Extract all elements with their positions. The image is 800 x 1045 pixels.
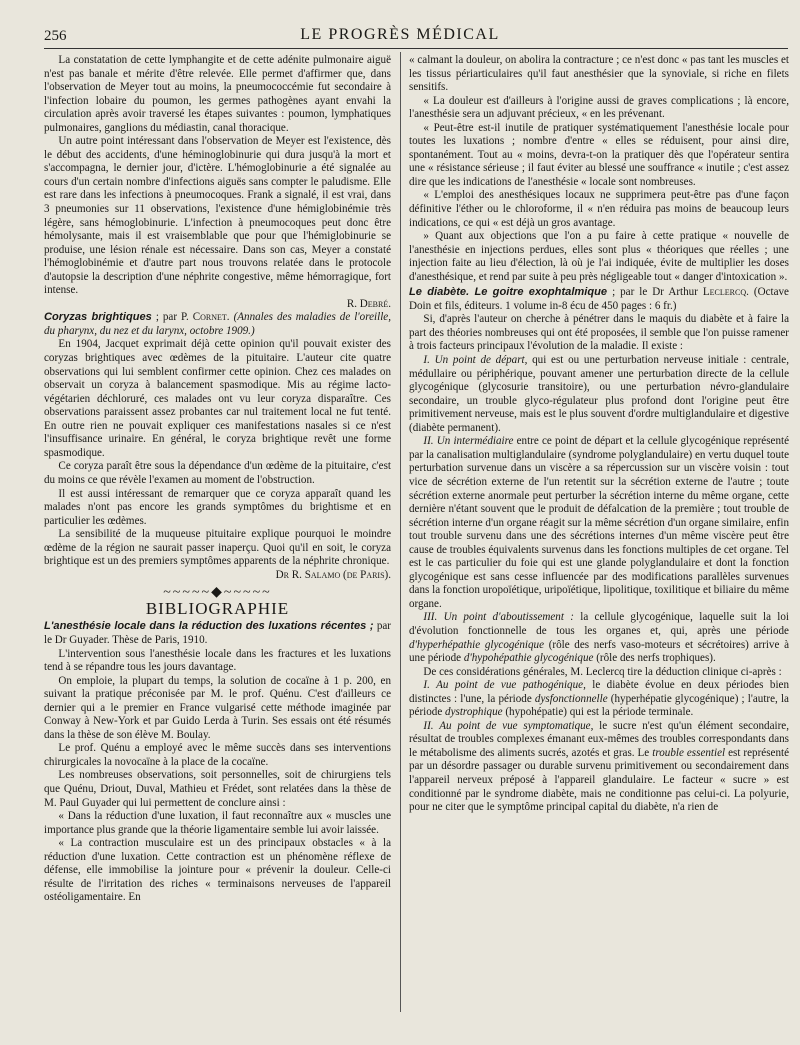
header-rule <box>44 48 788 49</box>
paragraph: On emploie, la plupart du temps, la solution de cocaïne à 1 p. 200, en suivant la pratique préconisée par M. le prof. Quénu. C'est d'ailleurs ce dernier qui a le premier en France vulgarisé cette méthode imaginée par Conway à New-York et par Guido Lerda à Turin. Ses essais ont été résumés dans la thèse de son élève M. Boulay. <box>44 674 391 741</box>
paragraph: Ce coryza paraît être sous la dépendance d'un œdème de la pituitaire, c'est du moins ce que révèle l'examen au moment de l'obstruction. <box>44 460 391 486</box>
paragraph: L'intervention sous l'anesthésie locale dans les fractures et les luxations tend à se répandre tous les jours davantage. <box>44 647 391 674</box>
paragraph: III. Un point d'aboutissement : la cellule glycogénique, laquelle suit la loi d'évolution fonctionnelle de tous les organes et, qui, après une période d'hyperhépathie glycogénique (rôle des nerfs vaso-moteurs et sécrétoires) arrive à une période d'hypohépathie glycogénique (rôle des nerfs trophiques). <box>409 611 790 665</box>
right-column <box>409 54 789 815</box>
review-source: (Annales des maladies de l'oreille, du pharynx, du nez et du larynx, octobre 1909.) <box>44 311 391 337</box>
paragraph: Le prof. Quénu a employé avec le même succès dans ses interventions chirurgicales la novocaïne à la place de la cocaïne. <box>44 742 391 768</box>
paragraph: I. Un point de départ, qui est ou une perturbation nerveuse initiale : centrale, médullaire ou périphérique, pouvant amener une perturbation directe de la cellule glycogénique (glycosurie transitoire), ou une perturbation névro-glandulaire secondaire, un trouble glyco-régulateur plus profond dont l'origine peut être primitivement nerveuse, mais est le plus souvent d'ordre multiglandulaire et digestive (diabète permanent). <box>409 354 789 434</box>
review-title: Coryzas brightiques <box>44 311 152 324</box>
review-title: Le diabète. Le goitre exophtalmique <box>409 286 608 299</box>
review-anesthesie <box>44 620 391 647</box>
paragraph: La sensibilité de la muqueuse pituitaire explique pourquoi le moindre œdème de la région ne saurait passer inaperçu. Quoi qu'il en soit, le coryza brightique est un des premiers symptômes apparents de la néphrite chronique. <box>44 528 391 568</box>
review-author: Leclercq. <box>702 286 749 299</box>
signature-salamo: Dr R. Salamo (de Paris). <box>275 568 391 581</box>
paragraph: La constatation de cette lymphangite et de cette adénite pulmonaire aiguë n'est pas banale et mérite d'être relevée. Elle permet d'affirmer que, dans l'observation de Meyer tout au moins, la pneumococcémie fut secondaire à l'infection lobaire du poumon, les germes pathogènes ayant envahi la circulation après avoir traversé les étapes suivantes : poumon, lymphatiques pulmonaires, ganglions du médiastin, canal thoracique. <box>44 54 391 134</box>
column-divider <box>400 52 401 1012</box>
paragraph: Si, d'après l'auteur on cherche à pénétrer dans le maquis du diabète et à faire la part des théories nombreuses qui ont été proposées, il semble que l'on puisse ramener à trois facteurs principaux l'évolution de la maladie. Il existe : <box>409 313 789 353</box>
review-author: Cornet. <box>192 311 230 324</box>
ornament-divider: ~~~~~◆~~~~~ <box>163 585 272 601</box>
quote: « L'emploi des anesthésiques locaux ne supprimera peut-être pas d'une façon définitive l'éther ou le chloroforme, il « n'en réduira pas moins de beaucoup leurs indications, ce qui « est déjà un gros avantage. <box>409 189 789 229</box>
paragraph: En 1904, Jacquet exprimait déjà cette opinion qu'il pouvait exister des coryzas brightiques avec œdèmes de la pituitaire. L'auteur cite quatre observations qui lui semblent confirmer cette opinion. Chez ces malades on observait un coryza à balancement spasmodique. Mis au régime lacto-végétarien déchloruré, ces malades ont vu leur coryza disparaître. Ces observations paraissent assez probantes car nul traitement local ne fut tenté. En outre rien ne pouvait expliquer ces manifestations nasales si ce n'est l'insuffisance urinaire. En général, le coryza brightique revêt une forme spasmodique. <box>44 338 391 459</box>
review-title: L'anesthésie locale dans la réduction des luxations récentes ; <box>44 620 374 633</box>
paragraph: II. Au point de vue symptomatique, le sucre n'est qu'un élément secondaire, résultat de troubles complexes émanant eux-mêmes des troubles correspondants dans le métabolisme des aliments sucrés, azotés et gras. Le trouble essentiel est représenté par un désordre passager ou durable survenu primitivement ou secondairement dans l'appareil nerveux préposé à l'appareil glandulaire. Le facteur « sucre » est conditionné par le syndrome diabète, mais ne conditionne pas celui-ci. La polyurie, pour ne citer que le symptôme principal capital du diabète, n'a rien de <box>409 719 789 814</box>
running-title: LE PROGRÈS MÉDICAL <box>300 26 500 43</box>
review-diabete: Le diabète. Le goitre exophtalmique ; par le Dr Arthur Leclercq. (Octave Doin et fils, éditeurs. 1 volume in-8 écu de 450 pages : 6 fr.) <box>409 286 789 312</box>
quote: « La contraction musculaire est un des principaux obstacles « à la réduction d'une luxation. Cette contraction est un phénomène réflexe de défense, elle immobilise la jointure pour « prévenir la douleur. Celle-ci résulte de l'irritation des riches « terminaisons nerveuses de l'appareil ostéoligamentaire. En <box>44 837 391 904</box>
paragraph: De ces considérations générales, M. Leclercq tire la déduction clinique ci-après : <box>423 665 782 678</box>
paragraph: Un autre point intéressant dans l'observation de Meyer est l'existence, dès le début des accidents, d'une héminoglobinurie qui dura jusqu'à la mort et s'accompagna, le dernier jour, d'ictère. L'hémoglobinurie a été signalée au cours d'un certain nombre d'infections aiguës sans compter le paludisme. Elle est rare dans les infections à pneumocoques. Frank a signalé, il est vrai, dans 3 pneumonies sur 11 observations, l'existence d'une hémiglobinémie très légère, sans hémoglobinurie. L'infection à pneumocoques peut donc être hémolysante, mais il est vraisemblable que pour que l'hémiglobinurie se produise, une lésion rénale est nécessaire. Dans son cas, Meyer a constaté l'hémoglobinémie et d'autre part nous trouvons relatée dans le protocole d'autopsie la description d'une néphrite congestive, même hémorragique, fort intense. <box>44 135 391 297</box>
quote: « Peut-être est-il inutile de pratiquer systématiquement l'anesthésie locale pour toutes les luxations ; nombre d'entre « elles se réduisent, pour ainsi dire, spontanément. Tout au « moins, devra-t-on la pratiquer dès que l'opérateur sentira une « résistance sérieuse ; il faut éviter au blessé une souffrance « inutile ; c'est assez dire que les indications de l'anesthésie « locale sont nombreuses. <box>409 121 789 188</box>
paragraph: Les nombreuses observations, soit personnelles, soit de chirurgiens tels que Quénu, Driout, Duval, Mathieu et Frédet, sont relatées dans la thèse de M. Paul Guyader qui lui permettent de conclure ainsi : <box>44 769 391 809</box>
paragraph: II. Un intermédiaire entre ce point de départ et la cellule glycogénique représenté par la canalisation multiglandulaire (syndrome polyglandulaire) en vertu duquel toute perturbation survenue dans un viscère a sa répercussion sur un viscère voisin : tout vice de sécrétion externe de l'un retentit sur la sécrétion externe de l'autre ; toute sécrétion externe anormale peut perturber la sécrétion interne du même organe, cette dernière n'étant souvent que le produit de défalcation de la première ; tout trouble de sécrétion interne d'un organe réagit sur la même sécrétion d'un organe similaire, enfin tout trouble survenu dans une des sécrétions internes d'un même viscère peut être cause de troubles équivalents survenus dans les fonctions multiples de cet organe. Tel est le cas particulier du foie qui est une glande polyglandulaire et dont la fonction glycogénique est sans cesse influencée par des modifications parallèles survenues dans la fonction uropoïétique, uripoïétique, lipolitique, toxilitique et biliaire du même organe. <box>409 435 789 610</box>
review-coryzas: Coryzas brightiques ; par P. Cornet. (Annales des maladies de l'oreille, du pharynx, du nez et du larynx, octobre 1909.) <box>44 311 391 337</box>
paragraph: I. Au point de vue pathogénique, le diabète évolue en deux périodes bien distinctes : l'une, la période dysfonctionnelle (hyperhépatie glycogénique) ; l'autre, la période dystrophique (hypohépatie) qui est la période terminale. <box>409 679 789 719</box>
left-column <box>44 54 391 905</box>
quote: « Dans la réduction d'une luxation, il faut reconnaître aux « muscles une importance plus grande que la théorie ligamentaire semble lui avoir laissée. <box>44 810 391 836</box>
section-heading-bibliographie: BIBLIOGRAPHIE <box>145 598 290 618</box>
quote: « La douleur est d'ailleurs à l'origine aussi de graves complications ; là encore, l'anesthésie sera un adjuvant précieux, « en les prévenant. <box>409 94 789 121</box>
quote: » Quant aux objections que l'on a pu faire à cette pratique « nouvelle de l'anesthésie en injections perdues, elles sont plus « théoriques que réelles ; une injection faite au lieu d'élection, là où je l'ai indiquée, évite de multiplier les doses d'anesthésique, et rend par suite à peu près négligeable tout « danger d'intoxication ». <box>409 230 789 283</box>
page-number: 256 <box>44 28 67 44</box>
review-source: (Octave Doin et fils, éditeurs. 1 volume in-8 écu de 450 pages : 6 fr.) <box>409 286 789 312</box>
paragraph: Il est aussi intéressant de remarquer que ce coryza apparaît quand les malades n'ont pas encore les grands symptômes du brightisme et en particulier les œdèmes. <box>44 487 391 527</box>
review-author: par le Dr Guyader. Thèse de Paris, 1910. <box>44 620 391 646</box>
signature-debre: R. Debré. <box>346 297 391 310</box>
quote: « calmant la douleur, on abolira la contracture ; ce n'est donc « pas tant les muscles et les tissus périarticulaires qu'il faut anesthésier que la synoviale, si riche en filets sensitifs. <box>409 54 789 94</box>
